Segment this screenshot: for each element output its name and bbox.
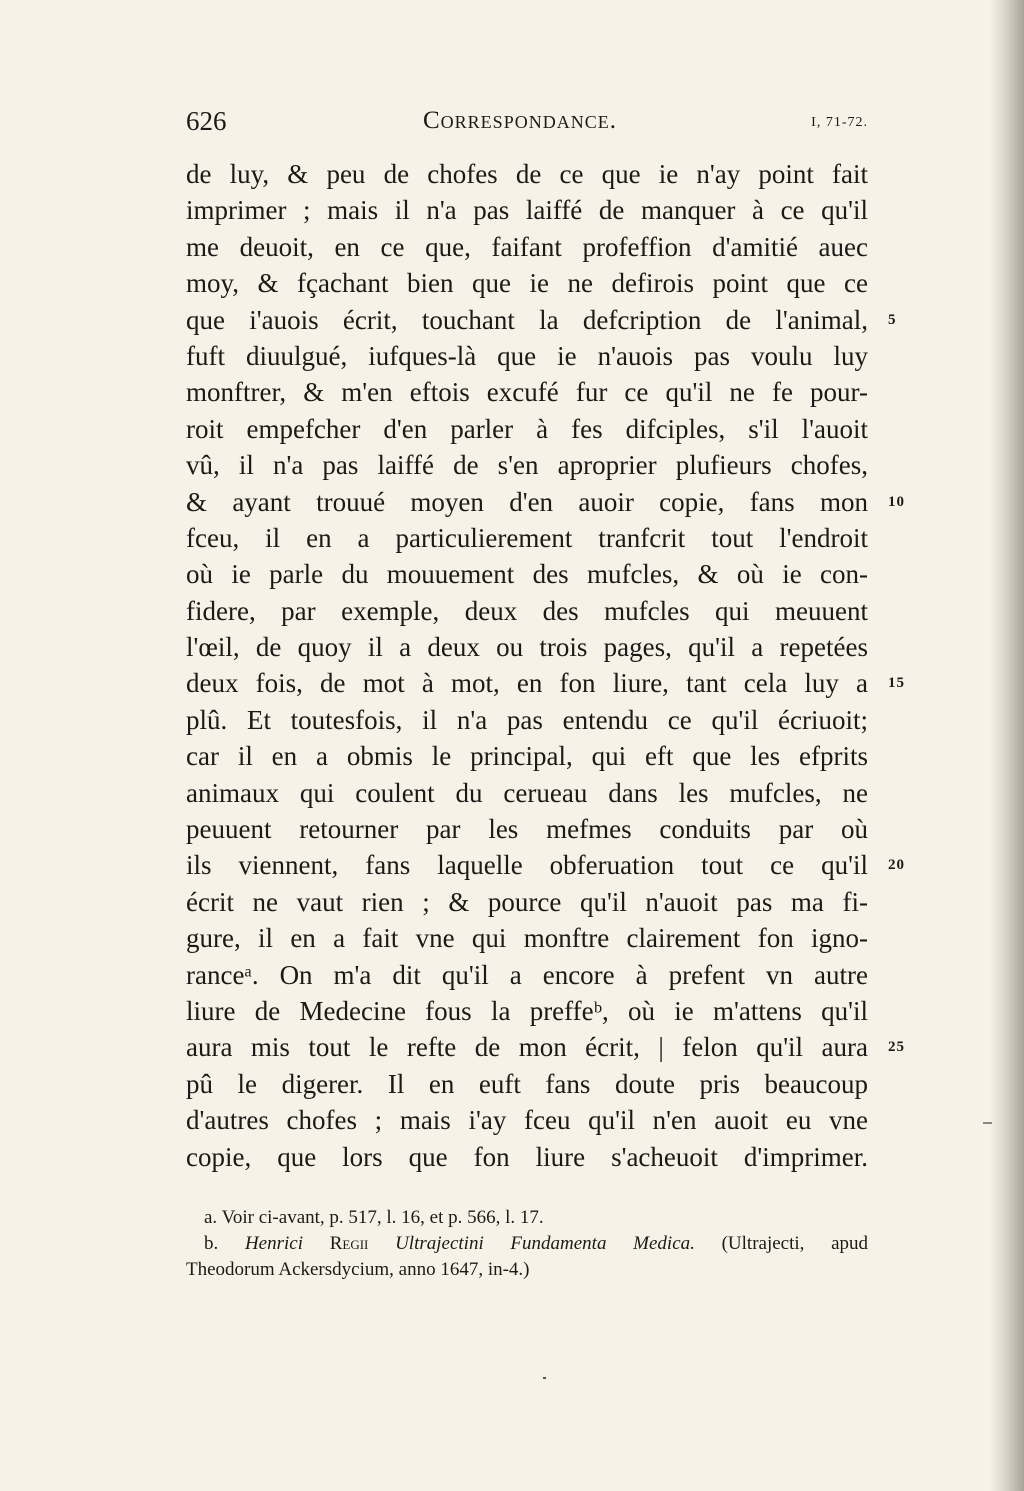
running-title: Correspondance. <box>423 107 617 134</box>
text-line-content: plû. Et toutesfois, il n'a pas entendu ce qu'il écriuoit; <box>186 704 868 735</box>
text-line <box>186 374 868 410</box>
footnote-a: a. Voir ci-avant, p. 517, l. 16, et p. 566, l. 17. <box>204 1207 544 1228</box>
text-line <box>186 192 868 228</box>
text-line-content: moy, & fçachant bien que ie ne defirois point que ce <box>186 268 868 299</box>
text-line-content: ils viennent, fans laquelle obferuation tout ce qu'il <box>186 850 868 881</box>
text-line <box>186 593 868 629</box>
footnote-b-label: b. <box>204 1233 219 1254</box>
footnote-b-author: Henrici <box>244 1233 303 1254</box>
text-line-content: me deuoit, en ce que, faifant profeffion d'amitié auec <box>186 231 868 262</box>
text-line-content: imprimer ; mais il n'a pas laiffé de manquer à ce qu'il <box>186 195 868 226</box>
page-number: 626 <box>186 106 227 136</box>
text-line <box>186 665 905 701</box>
line-number: 20 <box>888 857 905 874</box>
text-line <box>186 920 868 956</box>
footnotes <box>186 1205 868 1283</box>
text-line <box>186 302 897 338</box>
text-line <box>186 1029 905 1065</box>
text-line-content: liure de Medecine fous la preffeᵇ, où ie m'attens qu'il <box>186 995 868 1026</box>
text-line-content: fuft diuulgué, iufques-là que ie n'auois pas voulu luy <box>186 340 868 371</box>
footnote-b-title: Ultrajectini Fundamenta Medica. <box>395 1233 695 1254</box>
text-line-content: d'autres chofes ; mais i'ay fceu qu'il n'en auoit eu vne <box>186 1105 868 1136</box>
text-line-content: car il en a obmis le principal, qui eft que les efprits <box>186 741 868 772</box>
text-line-content: aura mis tout le refte de mon écrit, | felon qu'il aura <box>186 1032 868 1063</box>
text-line <box>186 775 868 811</box>
footnote-b <box>186 1231 868 1257</box>
line-number: 15 <box>888 675 905 692</box>
line-number: 10 <box>888 493 905 510</box>
text-line-content: vû, il n'a pas laiffé de s'en aproprier plufieurs chofes, <box>186 450 868 481</box>
text-line <box>186 229 868 265</box>
letter-text <box>186 156 905 1175</box>
margin-mark <box>983 1122 992 1124</box>
text-line-content: écrit ne vaut rien ; & pource qu'il n'auoit pas ma fi- <box>186 886 868 917</box>
page-speck <box>543 1377 546 1379</box>
line-number: 5 <box>888 311 897 328</box>
text-line-content: roit empefcher d'en parler à fes difciples, s'il l'auoit <box>186 413 868 444</box>
text-line-content: deux fois, de mot à mot, en fon liure, tant cela luy a <box>186 668 868 699</box>
text-line <box>186 338 868 374</box>
text-line-content: copie, que lors que fon liure s'acheuoit d'imprimer. <box>186 1141 868 1172</box>
text-line <box>186 811 868 847</box>
text-line <box>186 1139 868 1175</box>
text-line <box>186 993 868 1029</box>
text-line-content: ranceᵃ. On m'a dit qu'il a encore à prefent vn autre <box>186 959 868 990</box>
text-line <box>186 847 905 883</box>
text-line <box>186 520 868 556</box>
text-line <box>186 484 905 520</box>
text-line <box>186 411 868 447</box>
text-line-content: fidere, par exemple, deux des mufcles qui meuuent <box>186 595 868 626</box>
text-line <box>186 265 868 301</box>
text-line <box>186 884 868 920</box>
line-number: 25 <box>888 1039 905 1056</box>
footnote-b-author-name: Regii <box>329 1233 369 1254</box>
text-line-content: peuuent retourner par les mefmes conduits par où <box>186 814 868 845</box>
footnote-b-publisher: (Ultrajecti, apud <box>721 1233 869 1254</box>
text-line <box>186 629 868 665</box>
footnote-b-continuation: Theodorum Ackersdycium, anno 1647, in-4.) <box>186 1259 530 1280</box>
text-line <box>186 738 868 774</box>
text-line <box>186 1066 868 1102</box>
text-line-content: de luy, & peu de chofes de ce que ie n'ay point fait <box>186 159 868 189</box>
text-line <box>186 702 868 738</box>
volume-reference: I, 71-72. <box>811 115 868 130</box>
text-line-content: que i'auois écrit, touchant la defcription de l'animal, <box>186 304 868 335</box>
text-line-content: animaux qui coulent du cerueau dans les mufcles, ne <box>186 777 868 808</box>
text-line-content: gure, il en a fait vne qui monftre clairement fon igno- <box>186 923 868 954</box>
text-line-content: fceu, il en a particulierement tranfcrit tout l'endroit <box>186 522 868 553</box>
text-line-content: pû le digerer. Il en euft fans doute pris beaucoup <box>186 1068 868 1099</box>
text-line-content: l'œil, de quoy il a deux ou trois pages, qu'il a repetées <box>186 632 868 663</box>
page-edge-shadow <box>990 0 1024 1491</box>
text-line <box>186 1102 868 1138</box>
text-line <box>186 447 868 483</box>
text-line-content: monftrer, & m'en eftois excufé fur ce qu'il ne fe pour- <box>186 377 868 408</box>
text-line <box>186 556 868 592</box>
text-line <box>186 957 868 993</box>
running-head <box>186 106 868 142</box>
text-line-content: & ayant trouué moyen d'en auoir copie, fans mon <box>186 486 868 517</box>
text-line <box>186 156 868 192</box>
text-line-content: où ie parle du mouuement des mufcles, & où ie con- <box>186 559 868 590</box>
